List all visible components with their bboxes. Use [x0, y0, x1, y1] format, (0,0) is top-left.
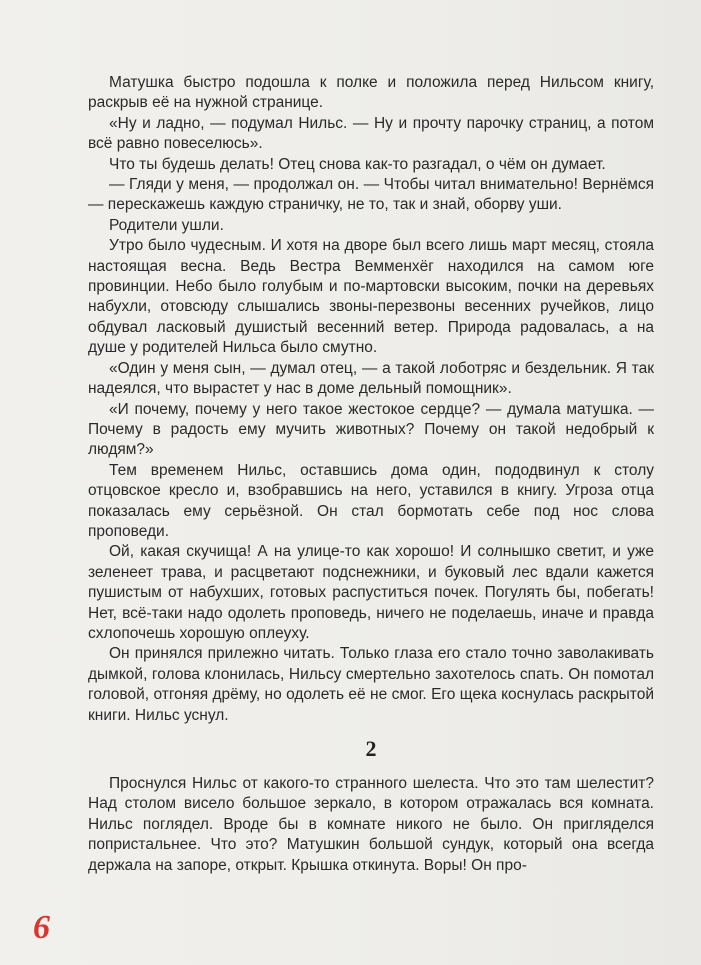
paragraph: Матушка быстро подошла к полке и положила перед Нильсом книгу, раскрыв её на нужной странице.: [88, 74, 654, 112]
paragraph: Родители ушли.: [109, 216, 224, 234]
paragraph: Тем временем Нильс, оставшись дома один, пододвинул к столу отцовское кресло и, взобравшись на него, уставился в книгу. Угроза отца показалась ему серьёзной. Он стал бормотать себе под нос слова проповеди.: [88, 461, 654, 540]
paragraph: «Ну и ладно, — подумал Нильс. — Ну и прочту парочку страниц, а потом всё равно повеселюсь».: [88, 114, 654, 153]
paragraph: — Гляди у меня, — продолжал он. — Чтобы читал внимательно! Вернёмся — перескажешь каждую страничку, не то, так и знай, оборву уши.: [88, 176, 654, 214]
chapter-heading: 2: [365, 736, 377, 761]
text-block: [88, 73, 654, 726]
paragraph: «Один у меня сын, — думал отец, — а такой лоботряс и бездельник. Я так надеялся, что вырастет у нас в доме дельный помощник».: [88, 359, 654, 398]
chapter-text-block: [88, 774, 654, 876]
paragraph: «И почему, почему у него такое жестокое сердце? — думала матушка. — Почему в радость ему мучить животных? Почему он такой недобрый к людям?»: [88, 400, 654, 459]
paragraph: Ой, какая скучища! А на улице-то как хорошо! И солнышко светит, и уже зеленеет трава, и расцветают подснежники, и буковый лес вдали кажется пушистым от набухших, готовых распуститься почек. Погулять бы, побегать! Нет, всё-таки надо одолеть проповедь, ничего не поделаешь, иначе и правда схлопочешь хорошую оплеуху.: [88, 543, 654, 642]
paragraph: Он принялся прилежно читать. Только глаза его стало точно заволакивать дымкой, голова клонилась, Нильсу смертельно захотелось спать. Он помотал головой, отгоняя дрёму, но одолеть её не смог. Его щека коснулась раскрытой книги. Нильс уснул.: [88, 645, 654, 724]
paragraph: Проснулся Нильс от какого-то странного шелеста. Что это там шелестит? Над столом висело большое зеркало, в котором отражалась вся комната. Нильс поглядел. Вроде бы в комнате никого не было. Он пригляделся попристальнее. Что это? Матушкин большой сундук, который она всегда держала на запоре, открыт. Крышка откинута. Воры! Он про-: [88, 775, 654, 874]
page-number: 6: [33, 909, 50, 946]
paragraph: Утро было чудесным. И хотя на дворе был всего лишь март месяц, стояла настоящая весна. Ведь Вестра Вемменхёг находился на самом юге провинции. Небо было голубым и по-мартовски высоким, почки на деревьях набухли, отовсюду слышались звоны-перезвоны весенних ручейков, лицо обдувал ласковый душистый весенний ветер. Природа радовалась, а на душе у родителей Нильса было смутно.: [88, 237, 654, 357]
paragraph: Что ты будешь делать! Отец снова как-то разгадал, о чём он думает.: [109, 155, 606, 173]
